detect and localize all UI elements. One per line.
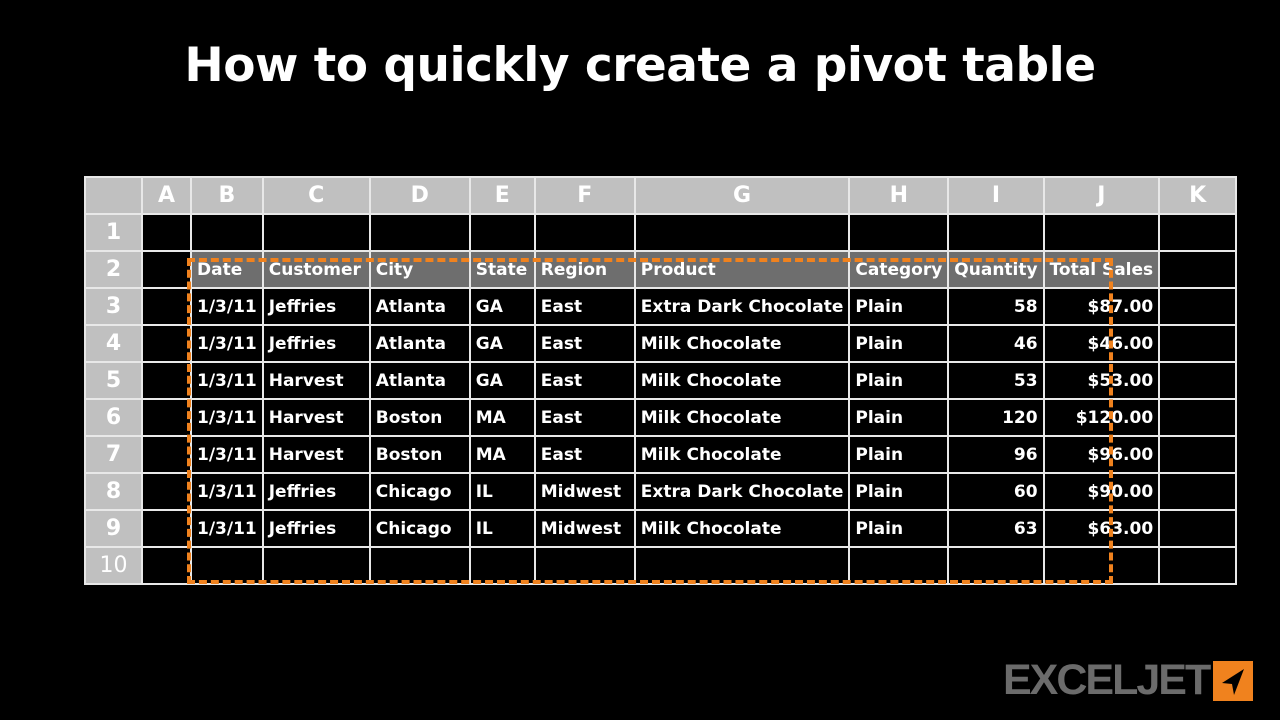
table-row <box>85 473 1236 510</box>
cell-I8[interactable]: 60 <box>948 473 1043 510</box>
logo-text: EXCELJET <box>1003 656 1210 704</box>
cell-F2[interactable]: Region <box>535 251 635 288</box>
cell-B2[interactable]: Date <box>191 251 263 288</box>
cell-A1[interactable] <box>142 214 191 251</box>
column-header-C[interactable]: C <box>263 177 370 214</box>
cell-E9[interactable]: IL <box>470 510 535 547</box>
cell-J5[interactable]: $53.00 <box>1044 362 1160 399</box>
cell-G7[interactable]: Milk Chocolate <box>635 436 850 473</box>
cell-K9[interactable] <box>1159 510 1236 547</box>
cell-F1[interactable] <box>535 214 635 251</box>
cell-A7[interactable] <box>142 436 191 473</box>
table-row <box>85 251 1236 288</box>
cell-F10[interactable] <box>535 547 635 584</box>
row-header-7[interactable]: 7 <box>85 436 142 473</box>
cell-D5[interactable]: Atlanta <box>370 362 470 399</box>
cell-E3[interactable]: GA <box>470 288 535 325</box>
row-header-6[interactable]: 6 <box>85 399 142 436</box>
cell-C7[interactable]: Harvest <box>263 436 370 473</box>
table-row <box>85 325 1236 362</box>
cell-C6[interactable]: Harvest <box>263 399 370 436</box>
logo-arrow-icon <box>1213 661 1253 701</box>
cell-I3[interactable]: 58 <box>948 288 1043 325</box>
cell-A4[interactable] <box>142 325 191 362</box>
cell-K3[interactable] <box>1159 288 1236 325</box>
cell-D3[interactable]: Atlanta <box>370 288 470 325</box>
cell-C2[interactable]: Customer <box>263 251 370 288</box>
column-header-D[interactable]: D <box>370 177 470 214</box>
cell-I6[interactable]: 120 <box>948 399 1043 436</box>
column-header-F[interactable]: F <box>535 177 635 214</box>
cell-K7[interactable] <box>1159 436 1236 473</box>
cell-A8[interactable] <box>142 473 191 510</box>
column-header-J[interactable]: J <box>1044 177 1160 214</box>
row-header-5[interactable]: 5 <box>85 362 142 399</box>
cell-K6[interactable] <box>1159 399 1236 436</box>
cell-H4[interactable]: Plain <box>849 325 948 362</box>
cell-G6[interactable]: Milk Chocolate <box>635 399 850 436</box>
cell-D1[interactable] <box>370 214 470 251</box>
cell-I7[interactable]: 96 <box>948 436 1043 473</box>
cell-J9[interactable]: $63.00 <box>1044 510 1160 547</box>
cell-J6[interactable]: $120.00 <box>1044 399 1160 436</box>
cell-E7[interactable]: MA <box>470 436 535 473</box>
exceljet-logo <box>1003 656 1253 705</box>
cell-E4[interactable]: GA <box>470 325 535 362</box>
column-header-H[interactable]: H <box>849 177 948 214</box>
cell-D8[interactable]: Chicago <box>370 473 470 510</box>
cell-I10[interactable] <box>948 547 1043 584</box>
cell-K5[interactable] <box>1159 362 1236 399</box>
cell-H6[interactable]: Plain <box>849 399 948 436</box>
spreadsheet-grid <box>84 176 1237 585</box>
column-header-G[interactable]: G <box>635 177 850 214</box>
cell-C8[interactable]: Jeffries <box>263 473 370 510</box>
cell-D4[interactable]: Atlanta <box>370 325 470 362</box>
cell-K2[interactable] <box>1159 251 1236 288</box>
row-header-2[interactable]: 2 <box>85 251 142 288</box>
cell-G9[interactable]: Milk Chocolate <box>635 510 850 547</box>
cell-I4[interactable]: 46 <box>948 325 1043 362</box>
cell-I1[interactable] <box>948 214 1043 251</box>
column-header-B[interactable]: B <box>191 177 263 214</box>
cell-C3[interactable]: Jeffries <box>263 288 370 325</box>
cell-G3[interactable]: Extra Dark Chocolate <box>635 288 850 325</box>
row-header-9[interactable]: 9 <box>85 510 142 547</box>
cell-A5[interactable] <box>142 362 191 399</box>
page-title: How to quickly create a pivot table <box>184 38 1096 93</box>
cell-F9[interactable]: Midwest <box>535 510 635 547</box>
cell-F4[interactable]: East <box>535 325 635 362</box>
cell-A10[interactable] <box>142 547 191 584</box>
cell-C5[interactable]: Harvest <box>263 362 370 399</box>
cell-A3[interactable] <box>142 288 191 325</box>
cell-H2[interactable]: Category <box>849 251 948 288</box>
cell-H8[interactable]: Plain <box>849 473 948 510</box>
table-row <box>85 510 1236 547</box>
table-row <box>85 288 1236 325</box>
select-all-corner[interactable] <box>85 177 142 214</box>
column-header-K[interactable]: K <box>1159 177 1236 214</box>
cell-F7[interactable]: East <box>535 436 635 473</box>
column-header-E[interactable]: E <box>470 177 535 214</box>
cell-G5[interactable]: Milk Chocolate <box>635 362 850 399</box>
column-header-I[interactable]: I <box>948 177 1043 214</box>
cell-J7[interactable]: $96.00 <box>1044 436 1160 473</box>
cell-E10[interactable] <box>470 547 535 584</box>
cell-K8[interactable] <box>1159 473 1236 510</box>
cell-G8[interactable]: Extra Dark Chocolate <box>635 473 850 510</box>
cell-K4[interactable] <box>1159 325 1236 362</box>
cell-A6[interactable] <box>142 399 191 436</box>
cell-A2[interactable] <box>142 251 191 288</box>
cell-K1[interactable] <box>1159 214 1236 251</box>
cell-H10[interactable] <box>849 547 948 584</box>
cell-H1[interactable] <box>849 214 948 251</box>
row-header-4[interactable]: 4 <box>85 325 142 362</box>
cell-E2[interactable]: State <box>470 251 535 288</box>
table-row <box>85 547 1236 584</box>
cell-I2[interactable]: Quantity <box>948 251 1043 288</box>
cell-B3[interactable]: 1/3/11 <box>191 288 263 325</box>
row-header-3[interactable]: 3 <box>85 288 142 325</box>
cell-E1[interactable] <box>470 214 535 251</box>
cell-C4[interactable]: Jeffries <box>263 325 370 362</box>
cell-J10[interactable] <box>1044 547 1160 584</box>
cell-E6[interactable]: MA <box>470 399 535 436</box>
column-header-row <box>85 177 1236 214</box>
cell-G4[interactable]: Milk Chocolate <box>635 325 850 362</box>
cell-B10[interactable] <box>191 547 263 584</box>
row-header-1[interactable]: 1 <box>85 214 142 251</box>
cell-I5[interactable]: 53 <box>948 362 1043 399</box>
cell-A9[interactable] <box>142 510 191 547</box>
cell-F8[interactable]: Midwest <box>535 473 635 510</box>
cell-J4[interactable]: $46.00 <box>1044 325 1160 362</box>
cell-J3[interactable]: $87.00 <box>1044 288 1160 325</box>
cell-B9[interactable]: 1/3/11 <box>191 510 263 547</box>
cell-G2[interactable]: Product <box>635 251 850 288</box>
cell-J1[interactable] <box>1044 214 1160 251</box>
cell-B5[interactable]: 1/3/11 <box>191 362 263 399</box>
column-header-A[interactable]: A <box>142 177 191 214</box>
cell-H7[interactable]: Plain <box>849 436 948 473</box>
cell-F6[interactable]: East <box>535 399 635 436</box>
cell-J2[interactable]: Total Sales <box>1044 251 1160 288</box>
cell-B6[interactable]: 1/3/11 <box>191 399 263 436</box>
cell-E8[interactable]: IL <box>470 473 535 510</box>
cell-C9[interactable]: Jeffries <box>263 510 370 547</box>
cell-I9[interactable]: 63 <box>948 510 1043 547</box>
cell-C1[interactable] <box>263 214 370 251</box>
cell-H5[interactable]: Plain <box>849 362 948 399</box>
cell-D9[interactable]: Chicago <box>370 510 470 547</box>
cell-B4[interactable]: 1/3/11 <box>191 325 263 362</box>
row-header-8[interactable]: 8 <box>85 473 142 510</box>
table-row <box>85 399 1236 436</box>
cell-B8[interactable]: 1/3/11 <box>191 473 263 510</box>
cell-D10[interactable] <box>370 547 470 584</box>
row-header-10[interactable]: 10 <box>85 547 142 584</box>
cell-K10[interactable] <box>1159 547 1236 584</box>
cell-J8[interactable]: $90.00 <box>1044 473 1160 510</box>
cell-G10[interactable] <box>635 547 850 584</box>
cell-D7[interactable]: Boston <box>370 436 470 473</box>
cell-B7[interactable]: 1/3/11 <box>191 436 263 473</box>
cell-H3[interactable]: Plain <box>849 288 948 325</box>
cell-B1[interactable] <box>191 214 263 251</box>
cell-D6[interactable]: Boston <box>370 399 470 436</box>
cell-H9[interactable]: Plain <box>849 510 948 547</box>
table-row <box>85 436 1236 473</box>
cell-E5[interactable]: GA <box>470 362 535 399</box>
table-row <box>85 214 1236 251</box>
cell-G1[interactable] <box>635 214 850 251</box>
table-row <box>85 362 1236 399</box>
cell-D2[interactable]: City <box>370 251 470 288</box>
cell-F5[interactable]: East <box>535 362 635 399</box>
cell-C10[interactable] <box>263 547 370 584</box>
cell-F3[interactable]: East <box>535 288 635 325</box>
